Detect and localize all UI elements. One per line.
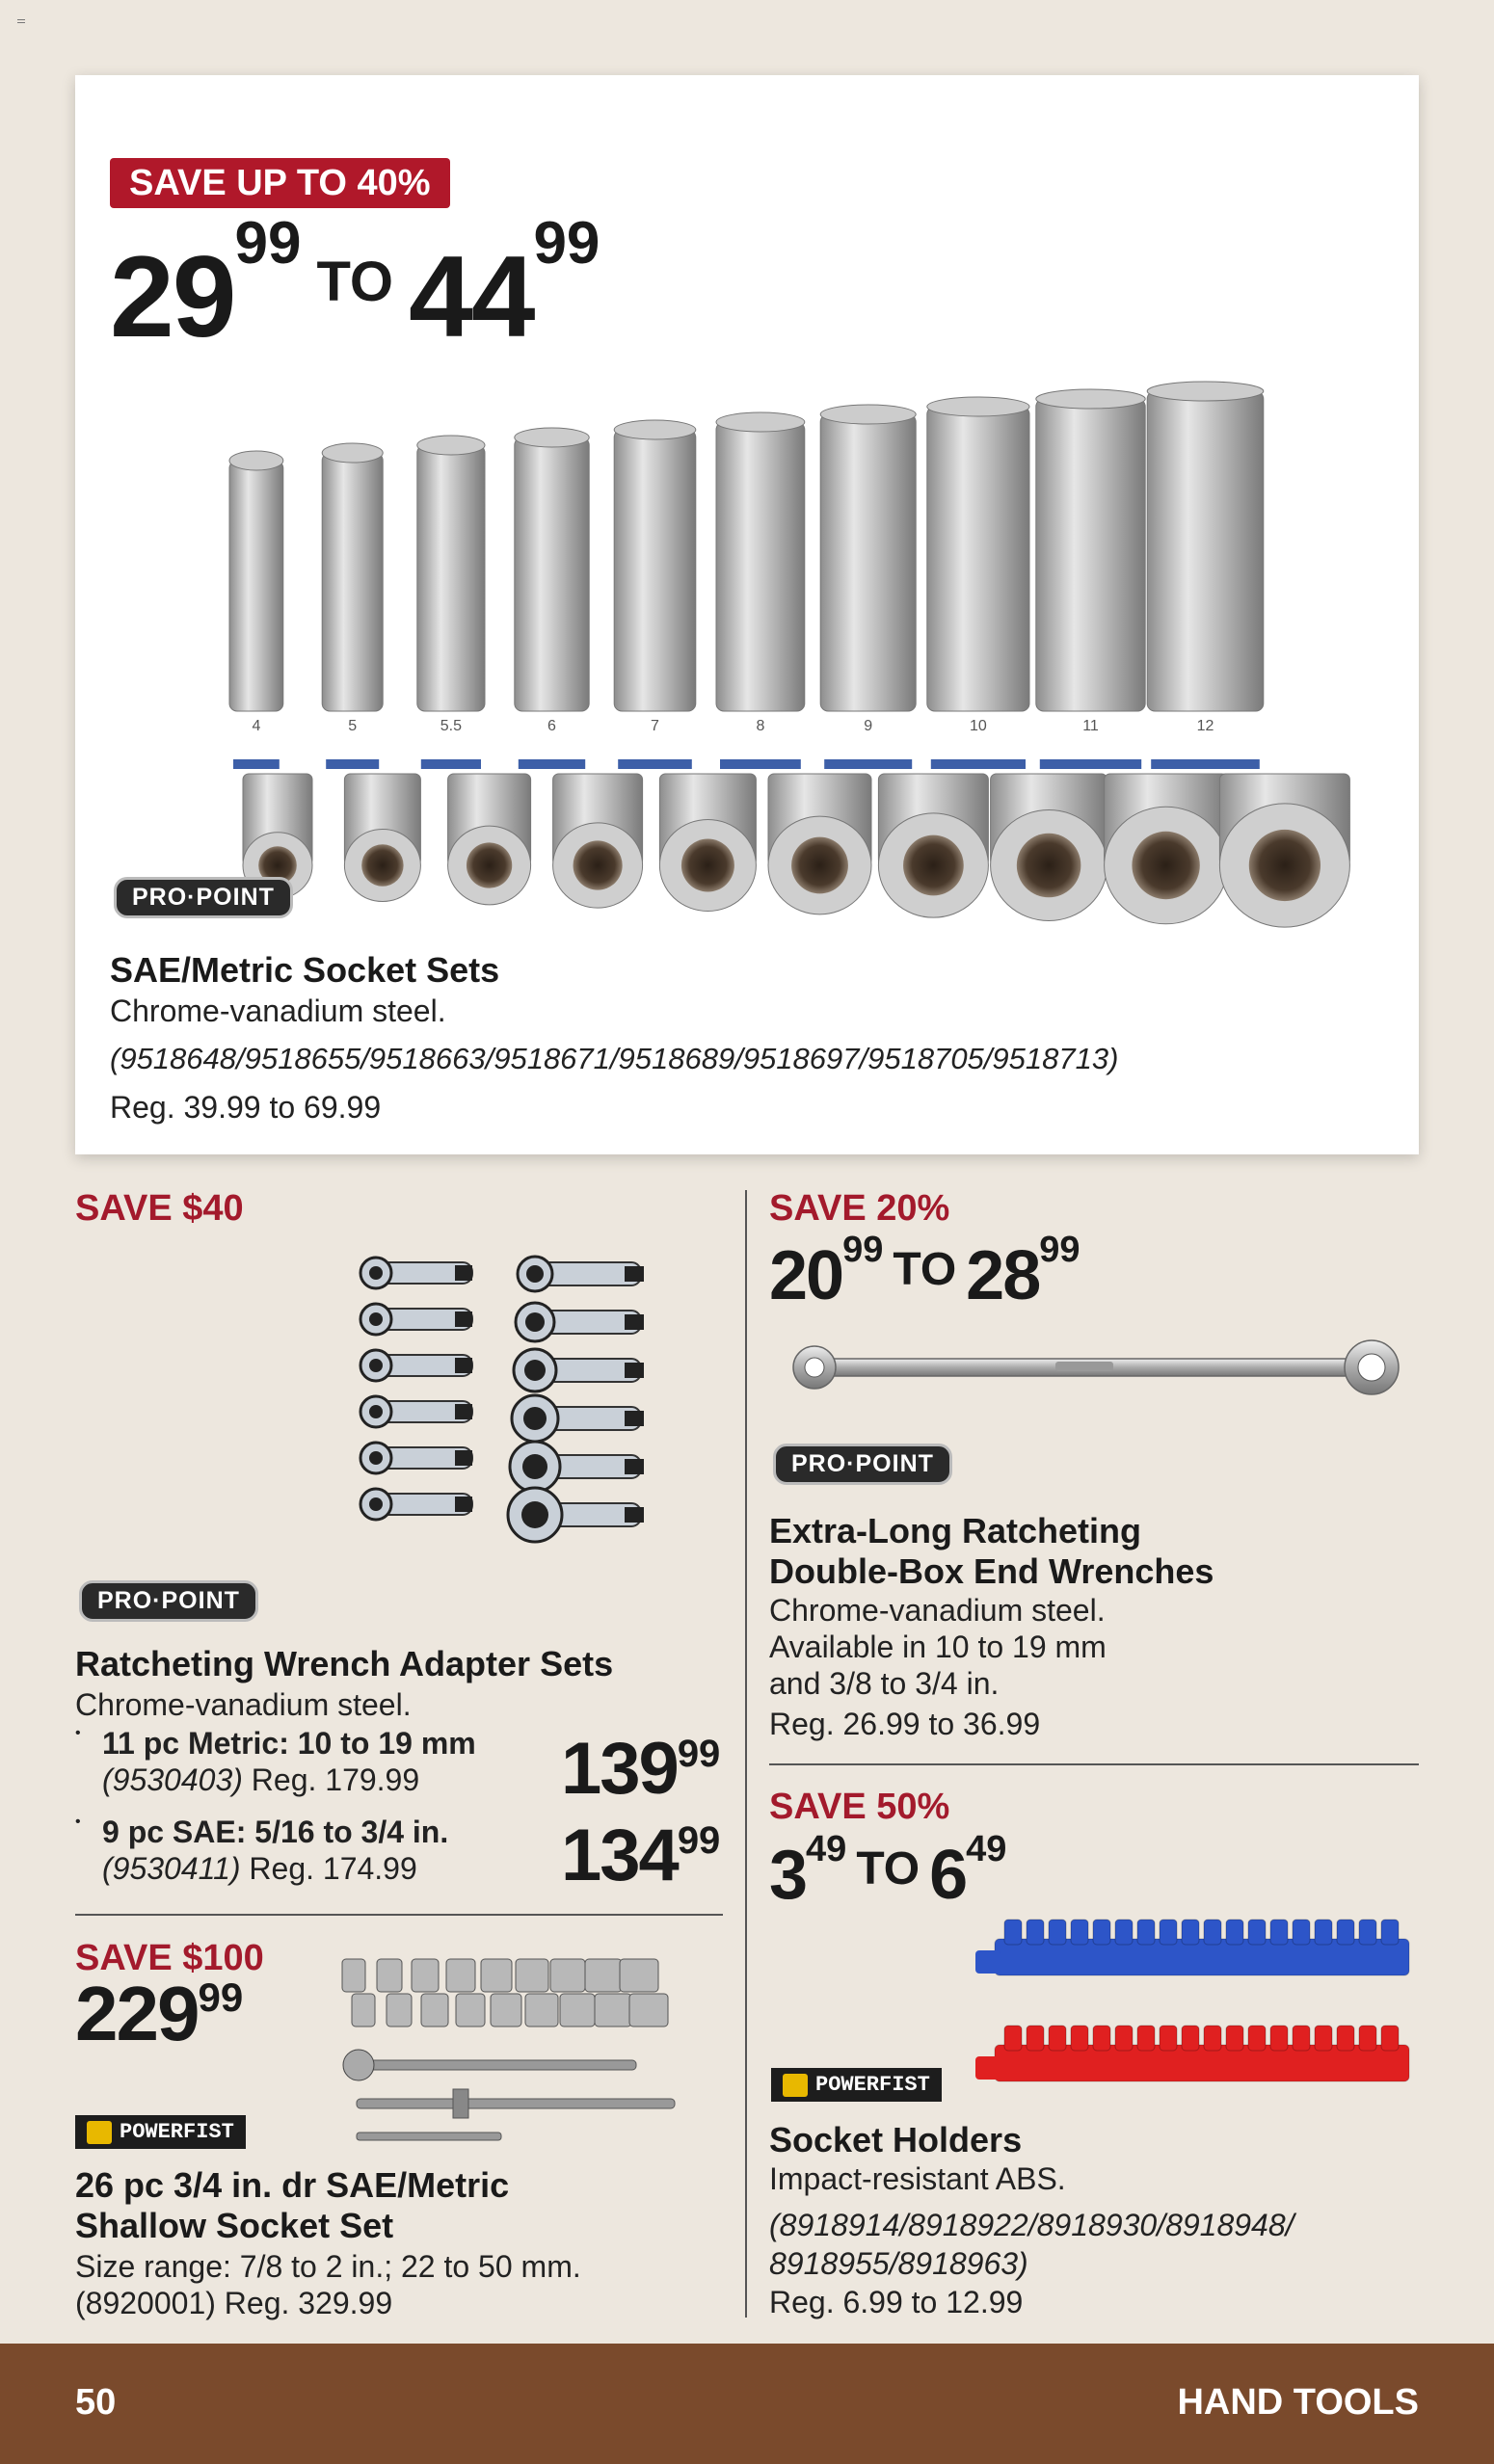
wrench-title-2: Double-Box End Wrenches — [769, 1551, 1214, 1591]
price-high-cents: 99 — [1039, 1230, 1080, 1270]
price-high-cents: 49 — [966, 1829, 1007, 1869]
short-socket — [1219, 774, 1349, 927]
shallow-socket — [560, 1994, 595, 2027]
deep-socket — [927, 397, 1029, 769]
deep-socket — [229, 451, 283, 769]
shallow-socket — [412, 1959, 439, 1992]
socket-size-label: 8 — [756, 718, 765, 734]
holder-skus-2: 8918955/8918963) — [769, 2246, 1028, 2281]
shallow-socket — [550, 1959, 585, 1992]
shallow-price — [75, 1971, 244, 2056]
adapter-piece — [360, 1443, 472, 1473]
wrench-save: SAVE 20% — [769, 1188, 950, 1229]
price-high-dollars: 44 — [408, 232, 534, 361]
shallow-desc: Size range: 7/8 to 2 in.; 22 to 50 mm. — [75, 2249, 581, 2284]
socket-size-label: 9 — [864, 718, 873, 734]
short-socket — [1105, 774, 1228, 924]
price-high-dollars: 6 — [929, 1837, 967, 1914]
wrench-desc-1: Chrome-vanadium steel. — [769, 1593, 1106, 1628]
socket-size-label: 7 — [651, 718, 659, 734]
adapter-piece — [508, 1488, 644, 1542]
shallow-socket — [595, 1994, 631, 2027]
wrench-title-1: Extra-Long Ratcheting — [769, 1511, 1142, 1550]
price-to: TO — [316, 251, 393, 313]
wrench-adapter-image — [347, 1243, 675, 1619]
fist-icon — [87, 2121, 112, 2144]
wrench-desc-2: Available in 10 to 19 mm — [769, 1629, 1107, 1664]
adapter-price-sae — [561, 1815, 721, 1896]
propoint-logo: PRO·POINT — [114, 877, 293, 918]
price-cents: 99 — [677, 1733, 721, 1775]
socket-sets-title: SAE/Metric Socket Sets — [110, 950, 500, 990]
propoint-logo: PRO·POINT — [773, 1444, 952, 1485]
wrench-reg: Reg. 26.99 to 36.99 — [769, 1707, 1041, 1741]
holder-price-range — [769, 1829, 1007, 1914]
shallow-socket — [421, 1994, 448, 2027]
price-cents: 99 — [677, 1819, 721, 1862]
section-title: HAND TOOLS — [1177, 2382, 1419, 2423]
short-socket — [344, 774, 420, 902]
brand-text: POWERFIST — [815, 2073, 930, 2097]
option-label: • 11 pc Metric: 10 to 19 mm — [102, 1726, 476, 1761]
option-reg: Reg. 179.99 — [251, 1762, 420, 1797]
shallow-socket — [481, 1959, 512, 1992]
adapter-piece — [360, 1489, 472, 1520]
deep-socket — [820, 405, 916, 769]
option-reg: Reg. 174.99 — [249, 1851, 417, 1886]
socket-size-label: 12 — [1196, 718, 1214, 734]
socket-size-label: 11 — [1082, 718, 1099, 734]
shallow-socket — [352, 1994, 375, 2027]
adapter-piece — [360, 1304, 472, 1335]
price-range — [110, 210, 600, 361]
wrench-price-range — [769, 1230, 1080, 1314]
socket-set-image — [220, 345, 1415, 962]
right-divider — [769, 1763, 1419, 1765]
adapter-piece — [512, 1395, 644, 1442]
short-socket — [768, 774, 871, 914]
price-to: TO — [856, 1843, 920, 1894]
holder-title: Socket Holders — [769, 2120, 1023, 2159]
deep-socket — [515, 428, 589, 769]
holder-desc: Impact-resistant ABS. — [769, 2161, 1066, 2196]
adapter-piece — [360, 1396, 472, 1427]
wrench-desc-3: and 3/8 to 3/4 in. — [769, 1666, 1000, 1701]
powerfist-logo — [75, 2115, 246, 2149]
shallow-title-2: Shallow Socket Set — [75, 2206, 394, 2245]
adapter-save: SAVE $40 — [75, 1188, 244, 1229]
column-divider — [745, 1190, 747, 2318]
price-dollars: 229 — [75, 1971, 199, 2056]
ratchet-handle — [347, 2060, 636, 2070]
short-socket — [878, 774, 988, 917]
extension-bar-short — [357, 2133, 501, 2140]
left-divider — [75, 1914, 723, 1916]
short-socket — [991, 774, 1107, 920]
socket-holder-image — [975, 1900, 1419, 2112]
deep-socket — [614, 420, 696, 769]
wrench-image — [786, 1335, 1412, 1402]
save-badge: SAVE UP TO 40% — [110, 158, 450, 208]
price-low-dollars: 20 — [769, 1237, 843, 1314]
adapter-desc: Chrome-vanadium steel. — [75, 1687, 412, 1722]
shallow-socket — [491, 1994, 521, 2027]
socket-size-label: 5.5 — [440, 718, 463, 734]
adapter-piece — [514, 1349, 644, 1391]
price-low-dollars: 3 — [769, 1837, 807, 1914]
adapter-piece — [360, 1258, 472, 1288]
adapter-piece — [360, 1350, 472, 1381]
adapter-title: Ratcheting Wrench Adapter Sets — [75, 1644, 614, 1683]
price-low-cents: 99 — [842, 1230, 884, 1270]
socket-holder-rail — [975, 1920, 1409, 1975]
deep-socket — [417, 436, 485, 769]
shallow-socket — [387, 1994, 412, 2027]
deep-socket — [322, 443, 383, 769]
adapter-piece — [516, 1303, 644, 1341]
shallow-socket — [377, 1959, 402, 1992]
short-socket — [659, 774, 756, 912]
shallow-socket — [525, 1994, 558, 2027]
shallow-socket — [342, 1959, 365, 1992]
shallow-sku-reg: (8920001) Reg. 329.99 — [75, 2286, 393, 2320]
page-number: 50 — [75, 2382, 117, 2423]
tee-handle — [453, 2089, 468, 2118]
adapter-price-metric — [561, 1728, 721, 1810]
propoint-logo: PRO·POINT — [79, 1580, 258, 1622]
corner-mark — [17, 19, 25, 23]
price-cents: 99 — [198, 1974, 244, 2020]
socket-sets-desc: Chrome-vanadium steel. — [110, 994, 446, 1028]
price-dollars: 139 — [561, 1728, 678, 1810]
option-sku: (9530411) — [102, 1851, 241, 1886]
price-to: TO — [893, 1244, 957, 1295]
socket-sets-card — [75, 75, 1419, 1154]
ratchet-head — [343, 2050, 374, 2080]
powerfist-logo — [771, 2068, 942, 2102]
socket-size-label: 10 — [970, 718, 987, 734]
brand-text: POWERFIST — [120, 2120, 234, 2144]
socket-holder-rail — [975, 2026, 1409, 2081]
shallow-save: SAVE $100 — [75, 1938, 264, 1978]
holder-skus-1: (8918914/8918922/8918930/8918948/ — [769, 2208, 1294, 2242]
short-socket — [448, 774, 531, 905]
deep-socket — [716, 412, 805, 769]
socket-sets-reg: Reg. 39.99 to 69.99 — [110, 1090, 382, 1125]
price-low-cents: 49 — [806, 1829, 847, 1869]
shallow-socket — [516, 1959, 548, 1992]
extension-bar — [357, 2099, 675, 2108]
holder-reg: Reg. 6.99 to 12.99 — [769, 2285, 1024, 2319]
shallow-socket — [456, 1994, 485, 2027]
shallow-socket — [629, 1994, 668, 2027]
socket-size-label: 5 — [348, 718, 358, 734]
price-dollars: 134 — [561, 1815, 678, 1896]
footer-bar — [0, 2344, 1494, 2464]
fist-icon — [783, 2074, 808, 2097]
socket-sets-skus: (9518648/9518655/9518663/9518671/9518689/9518697/9518705/9518713) — [110, 1042, 1119, 1075]
price-low-cents: 99 — [234, 210, 302, 277]
deep-socket — [1147, 382, 1264, 769]
short-socket — [553, 774, 643, 908]
price-low-dollars: 29 — [110, 232, 235, 361]
socket-size-label: 6 — [547, 718, 556, 734]
shallow-socket — [585, 1959, 622, 1992]
adapter-piece — [510, 1442, 644, 1492]
option-sku: (9530403) — [102, 1762, 243, 1797]
socket-size-label: 4 — [252, 718, 261, 734]
option-label: • 9 pc SAE: 5/16 to 3/4 in. — [102, 1815, 449, 1849]
shallow-socket-set-image — [337, 1954, 684, 2147]
deep-socket — [1036, 389, 1145, 769]
shallow-socket — [620, 1959, 658, 1992]
price-high-cents: 99 — [533, 210, 600, 277]
shallow-socket — [446, 1959, 475, 1992]
adapter-piece — [518, 1257, 644, 1291]
price-high-dollars: 28 — [966, 1237, 1040, 1314]
shallow-title-1: 26 pc 3/4 in. dr SAE/Metric — [75, 2165, 510, 2205]
holder-save: SAVE 50% — [769, 1787, 950, 1827]
